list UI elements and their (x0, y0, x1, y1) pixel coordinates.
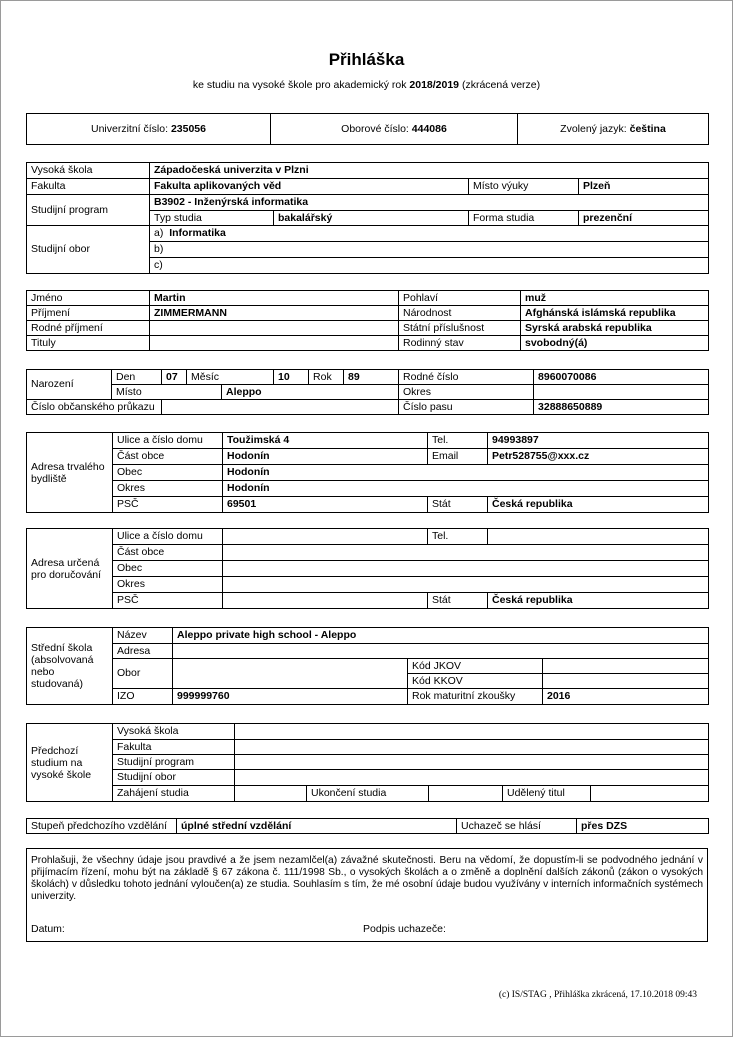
a1-psc-value: 69501 (223, 497, 428, 513)
rodne-cislo-label: Rodné číslo (399, 370, 534, 385)
vs-value: Západočeská univerzita v Plzni (150, 163, 709, 179)
rodne-cislo-value: 8960070086 (534, 370, 709, 385)
hlasi-value: přes DZS (577, 819, 709, 834)
rodne-prijmeni-label: Rodné příjmení (27, 321, 150, 336)
prev-prog-value (235, 755, 709, 770)
prev-vs-label: Vysoká škola (113, 724, 235, 740)
obor-number: Oborové číslo: 444086 (271, 114, 518, 145)
narozeni-label: Narození (27, 370, 112, 400)
prev-ukonceni-label: Ukončení studia (307, 786, 429, 802)
obor-b: b) (150, 242, 709, 258)
a1-tel-value: 94993897 (488, 433, 709, 449)
hs-izo-value: 999999760 (173, 689, 408, 705)
den-value: 07 (162, 370, 187, 385)
rok-value: 89 (344, 370, 399, 385)
a1-cast-value: Hodonín (223, 449, 428, 465)
a1-obec-value: Hodonín (223, 465, 709, 481)
previous-study-table (26, 723, 709, 802)
forma-studia-value: prezenční (579, 211, 709, 226)
podpis-label: Podpis uchazeče: (363, 923, 446, 935)
a2-psc-value (223, 593, 428, 609)
chosen-language: Zvolený jazyk: čeština (518, 114, 709, 145)
previous-label: Předchozí studium na vysoké škole (27, 724, 113, 802)
datum-label: Datum: (31, 923, 65, 935)
a1-okres-label: Okres (113, 481, 223, 497)
hlasi-label: Uchazeč se hlásí (457, 819, 577, 834)
prev-obor-label: Studijní obor (113, 770, 235, 786)
subtitle-pre: ke studiu na vysoké škole pro akademický rok (192, 79, 410, 91)
statni-prislusnost-label: Státní příslušnost (399, 321, 521, 336)
prev-fak-label: Fakulta (113, 740, 235, 755)
misto-vyuky-label: Místo výuky (469, 179, 579, 195)
a2-cast-label: Část obce (113, 545, 223, 561)
prev-obor-value (235, 770, 709, 786)
birth-table (26, 369, 709, 415)
hs-rok-value: 2016 (543, 689, 709, 705)
obor-c: c) (150, 258, 709, 274)
stupen-label: Stupeň předchozího vzdělání (27, 819, 177, 834)
jmeno-value: Martin (150, 291, 399, 306)
highschool-label: Střední škola (absolvovaná nebo studovaná) (27, 628, 113, 705)
hs-jkov-value (543, 659, 709, 674)
declaration-text: Prohlašuji, že všechny údaje jsou pravdivé a že jsem nezamlčel(a) závažné skutečnosti. Beru na vědomí, že dopustím-li se podvodného jednání v přijímacím řízení, mohu být na základě § 67 zákona č. 111/1998 Sb., o vysokých školách a o změně a doplnění dalších zákonů (zákon o vysokých školách) v důsledku tohoto jednání vyloučen(a) ze studia. Souhlasím s tím, že mé osobní údaje budou využívány v interních informačních systémech univerzity. (31, 855, 703, 902)
a1-cast-label: Část obce (113, 449, 223, 465)
hs-obor-value (173, 659, 408, 689)
op-label: Číslo občanského průkazu (27, 400, 162, 415)
a1-email-value: Petr528755@xxx.cz (488, 449, 709, 465)
a2-ulice-value (223, 529, 428, 545)
address2-label: Adresa určená pro doručování (27, 529, 113, 609)
a1-psc-label: PSČ (113, 497, 223, 513)
a2-obec-value (223, 561, 709, 577)
a2-stat-value: Česká republika (488, 593, 709, 609)
statni-prislusnost-value: Syrská arabská republika (521, 321, 709, 336)
prog-label: Studijní program (27, 195, 150, 226)
person-table (26, 290, 709, 351)
school-table (26, 162, 709, 274)
a2-ulice-label: Ulice a číslo domu (113, 529, 223, 545)
narodnost-label: Národnost (399, 306, 521, 321)
prev-titul-value (591, 786, 709, 802)
prev-prog-label: Studijní program (113, 755, 235, 770)
jmeno-label: Jméno (27, 291, 150, 306)
a1-ulice-value: Toužimská 4 (223, 433, 428, 449)
prev-titul-label: Udělený titul (503, 786, 591, 802)
rodne-prijmeni-value (150, 321, 399, 336)
a2-tel-value (488, 529, 709, 545)
hs-adresa-label: Adresa (113, 644, 173, 659)
hs-rok-label: Rok maturitní zkoušky (408, 689, 543, 705)
degree-table (26, 818, 709, 834)
a1-ulice-label: Ulice a číslo domu (113, 433, 223, 449)
prev-vs-value (235, 724, 709, 740)
hs-izo-label: IZO (113, 689, 173, 705)
a1-obec-label: Obec (113, 465, 223, 481)
mesic-value: 10 (274, 370, 309, 385)
vs-label: Vysoká škola (27, 163, 150, 179)
page-subtitle (0, 79, 733, 91)
a1-email-label: Email (428, 449, 488, 465)
prijmeni-value: ZIMMERMANN (150, 306, 399, 321)
fak-label: Fakulta (27, 179, 150, 195)
a2-obec-label: Obec (113, 561, 223, 577)
rok-label: Rok (309, 370, 344, 385)
univ-number: Univerzitní číslo: 235056 (27, 114, 271, 145)
a2-cast-value (223, 545, 709, 561)
ids-table (26, 113, 709, 145)
declaration-box (26, 848, 708, 942)
tituly-value (150, 336, 399, 351)
obor-label: Studijní obor (27, 226, 150, 274)
highschool-table (26, 627, 709, 705)
mesic-label: Měsíc (187, 370, 274, 385)
a1-tel-label: Tel. (428, 433, 488, 449)
a1-okres-value: Hodonín (223, 481, 709, 497)
obor-a: a) Informatika (150, 226, 709, 242)
hs-kkov-label: Kód KKOV (408, 674, 543, 689)
prev-zahajeni-value (235, 786, 307, 802)
op-value (162, 400, 399, 415)
den-label: Den (112, 370, 162, 385)
prijmeni-label: Příjmení (27, 306, 150, 321)
a2-okres-label: Okres (113, 577, 223, 593)
a2-okres-value (223, 577, 709, 593)
misto-vyuky-value: Plzeň (579, 179, 709, 195)
prev-zahajeni-label: Zahájení studia (113, 786, 235, 802)
typ-studia-value: bakalářský (274, 211, 469, 226)
page-title: Přihláška (328, 50, 405, 69)
footer-text: (c) IS/STAG , Přihláška zkrácená, 17.10.2018 09:43 (498, 990, 697, 1000)
hs-adresa-value (173, 644, 709, 659)
okres-label: Okres (399, 385, 534, 400)
a2-psc-label: PSČ (113, 593, 223, 609)
hs-nazev-label: Název (113, 628, 173, 644)
typ-studia-label: Typ studia (150, 211, 274, 226)
a2-tel-label: Tel. (428, 529, 488, 545)
subtitle-post: (zkrácená verze) (459, 79, 541, 91)
rodinny-stav-value: svobodný(á) (521, 336, 709, 351)
address-permanent-table (26, 432, 709, 513)
address1-label: Adresa trvalého bydliště (27, 433, 113, 513)
fak-value: Fakulta aplikovaných věd (150, 179, 469, 195)
a1-stat-value: Česká republika (488, 497, 709, 513)
forma-studia-label: Forma studia (469, 211, 579, 226)
stupen-value: úplné střední vzdělání (177, 819, 457, 834)
pohlavi-label: Pohlaví (399, 291, 521, 306)
hs-jkov-label: Kód JKOV (408, 659, 543, 674)
address-delivery-table (26, 528, 709, 609)
prog-value: B3902 - Inženýrská informatika (150, 195, 709, 211)
misto-value: Aleppo (222, 385, 399, 400)
pas-label: Číslo pasu (399, 400, 534, 415)
a1-stat-label: Stát (428, 497, 488, 513)
pohlavi-value: muž (521, 291, 709, 306)
prev-ukonceni-value (429, 786, 503, 802)
hs-kkov-value (543, 674, 709, 689)
rodinny-stav-label: Rodinný stav (399, 336, 521, 351)
a2-stat-label: Stát (428, 593, 488, 609)
misto-label: Místo (112, 385, 222, 400)
okres-value (534, 385, 709, 400)
hs-obor-label: Obor (113, 659, 173, 689)
prev-fak-value (235, 740, 709, 755)
tituly-label: Tituly (27, 336, 150, 351)
pas-value: 32888650889 (534, 400, 709, 415)
narodnost-value: Afghánská islámská republika (521, 306, 709, 321)
hs-nazev-value: Aleppo private high school - Aleppo (173, 628, 709, 644)
subtitle-year: 2018/2019 (409, 79, 460, 91)
